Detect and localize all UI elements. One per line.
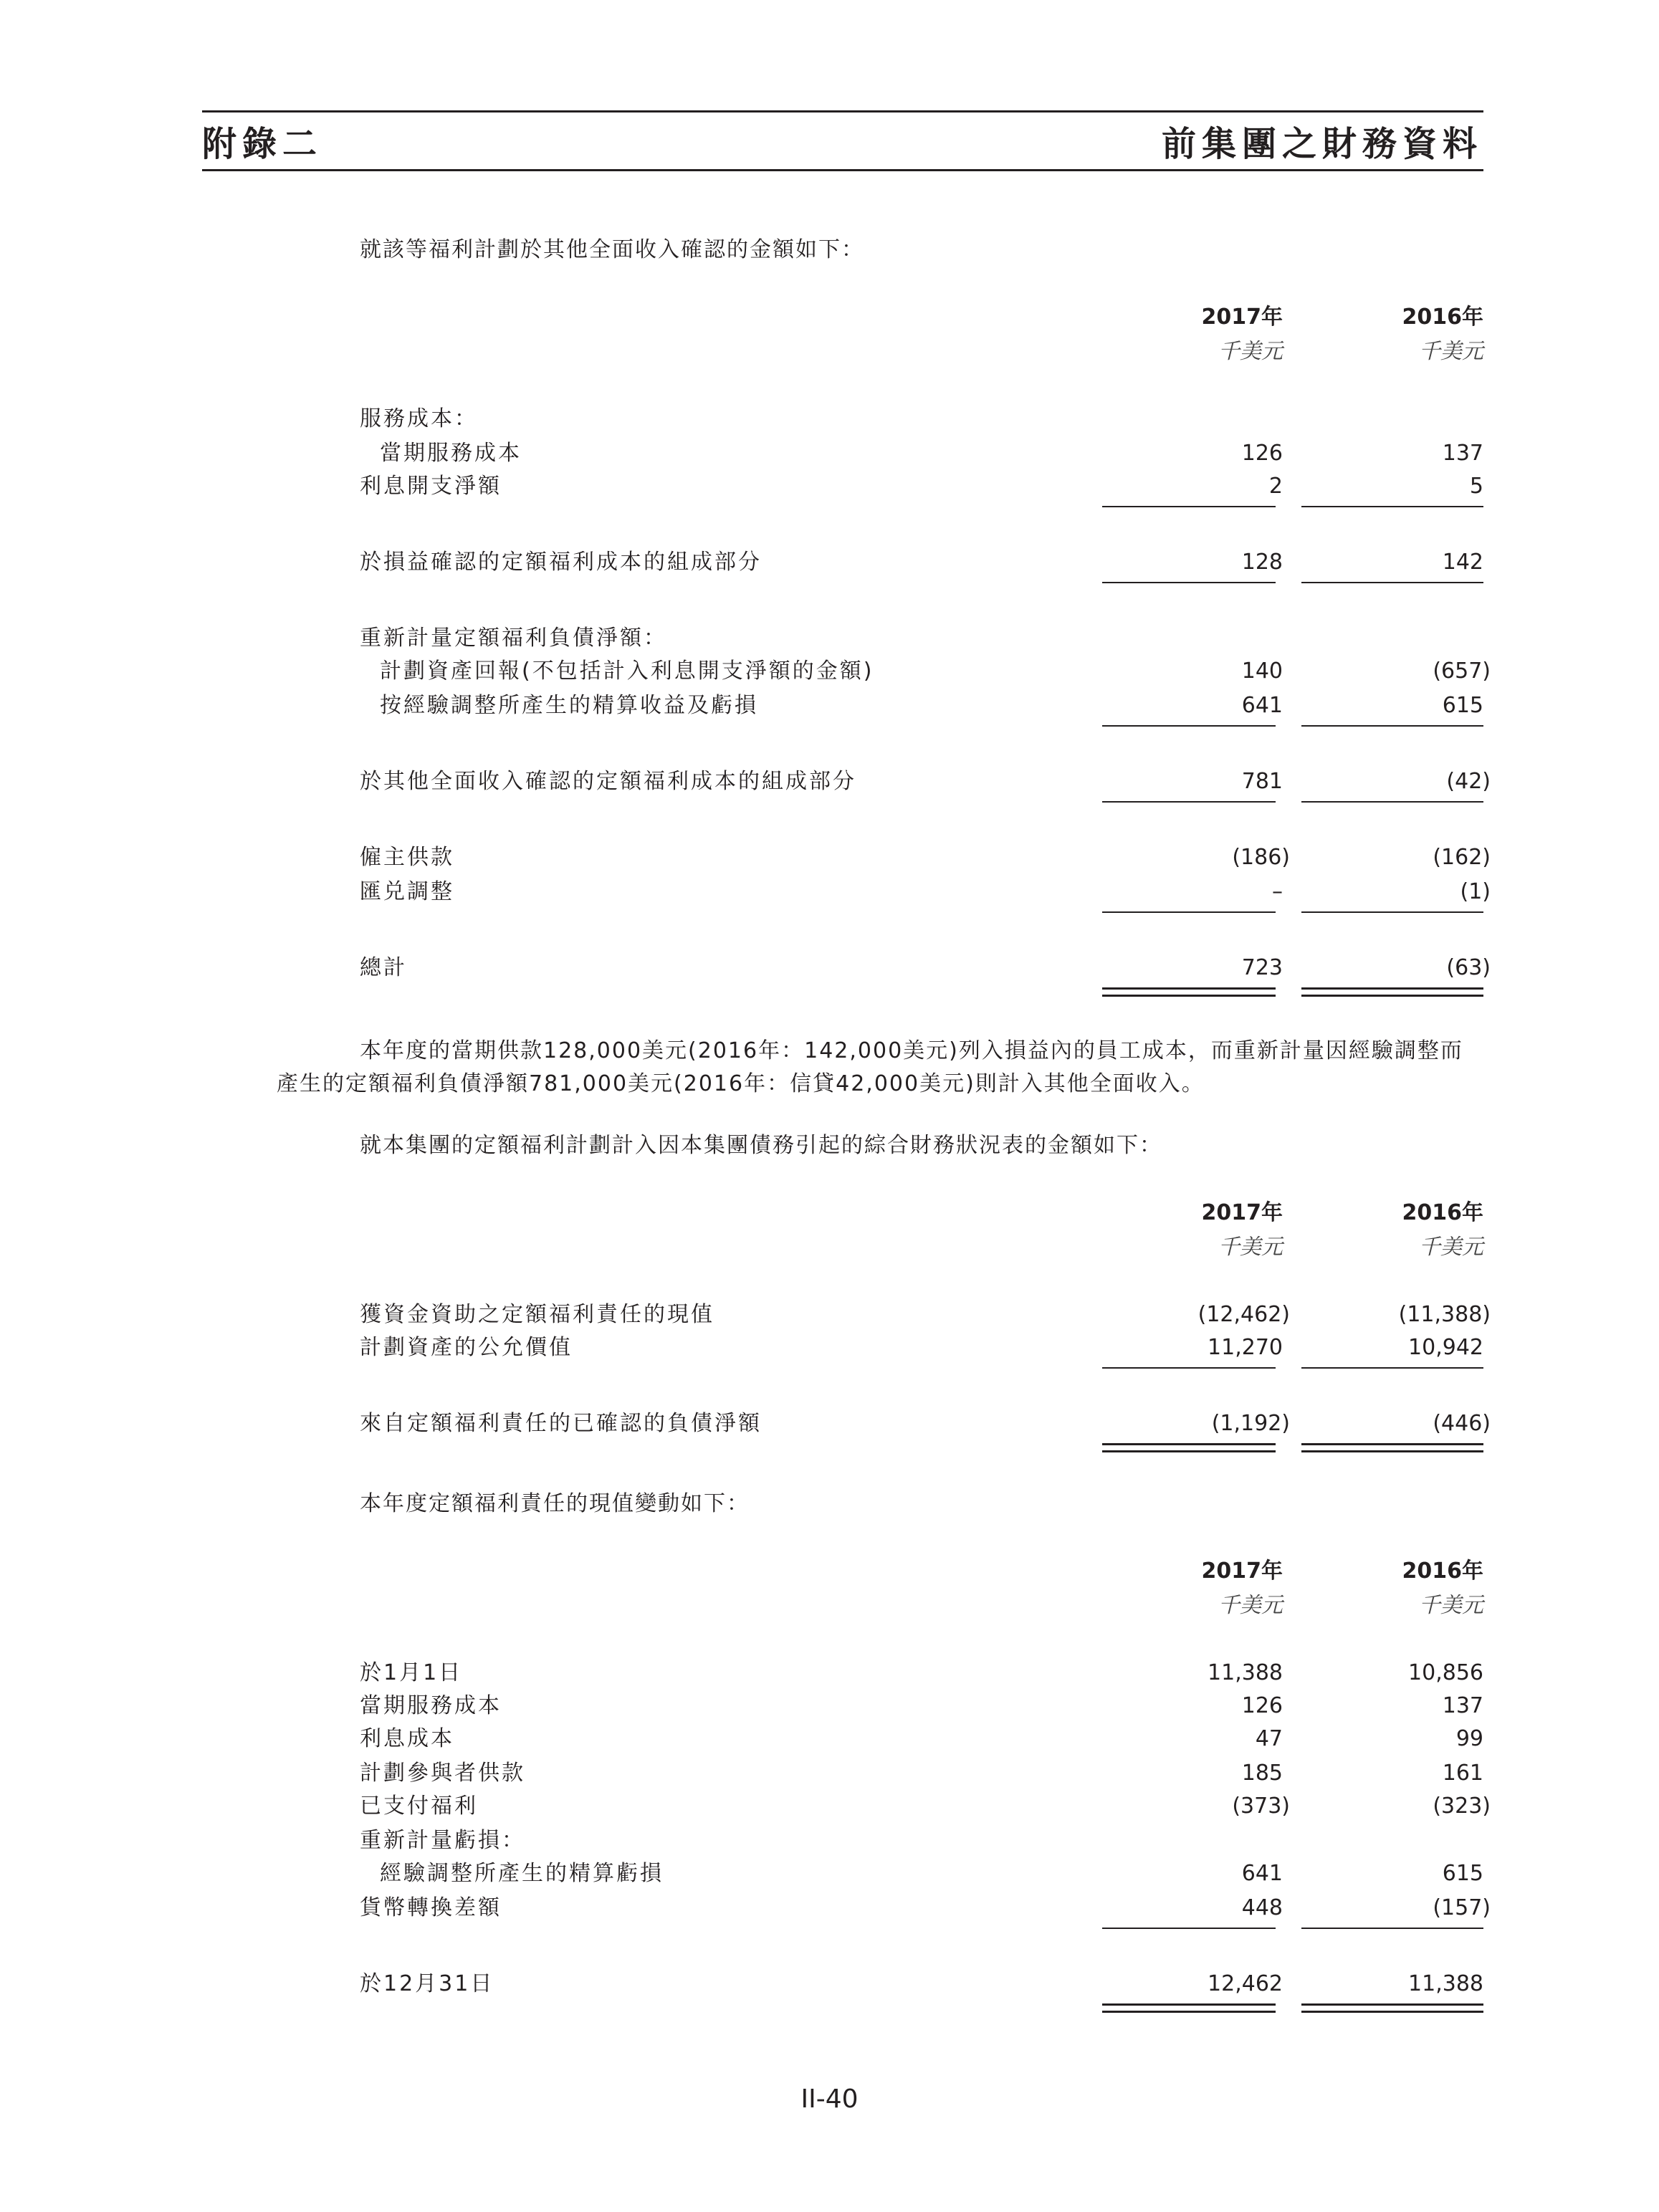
t2-col-2017: 2017年 (1201, 1200, 1283, 1225)
total-double-rule (1102, 987, 1276, 990)
t2-row-value-2017: (12,462) (1197, 1302, 1290, 1327)
t3-col-2016: 2016年 (1402, 1559, 1483, 1584)
t1-row-value-2017: 641 (1241, 693, 1283, 718)
t3-row-value-2016: (157) (1433, 1895, 1491, 1920)
t2-row-label: 計劃資產的公允價值 (360, 1335, 573, 1360)
t3-row-value-2016: 615 (1442, 1861, 1483, 1886)
t1-row-value-2017: 126 (1241, 441, 1283, 466)
t1-row-value-2016: (657) (1433, 659, 1491, 684)
t3-row-value-2017: (373) (1232, 1794, 1290, 1819)
t1-row-value-2017: 2 (1268, 474, 1283, 499)
subtotal-rule (1102, 1367, 1276, 1369)
t3-row-label: 已支付福利 (360, 1794, 478, 1819)
t3-row-label: 貨幣轉換差額 (360, 1895, 502, 1920)
t1-row-value-2017: 128 (1241, 550, 1283, 575)
subtotal-rule (1102, 582, 1276, 583)
t3-row-value-2016: 161 (1442, 1761, 1483, 1786)
t1-col-2016: 2016年 (1402, 305, 1483, 330)
t3-unit-2016: 千美元 (1419, 1593, 1483, 1618)
t3-remeasure-heading: 重新計量虧損： (360, 1828, 525, 1853)
t2-col-2016: 2016年 (1402, 1200, 1483, 1225)
t1-row-label: 於其他全面收入確認的定額福利成本的組成部分 (360, 769, 856, 794)
t3-col-2017: 2017年 (1201, 1559, 1283, 1584)
intro-position-amounts: 就本集團的定額福利計劃計入因本集團債務引起的綜合財務狀況表的金額如下： (360, 1133, 1162, 1158)
subtotal-rule (1301, 725, 1483, 727)
t2-row-value-2016: (446) (1433, 1411, 1491, 1436)
total-double-rule (1301, 2003, 1483, 2006)
t3-row-value-2017: 641 (1241, 1861, 1283, 1886)
total-double-rule (1301, 2011, 1483, 2013)
t1-row-value-2017: 781 (1241, 769, 1283, 794)
subtotal-rule (1301, 911, 1483, 913)
t2-row-value-2016: (11,388) (1398, 1302, 1491, 1327)
intro-obligation-changes: 本年度定額福利責任的現值變動如下： (360, 1491, 750, 1516)
t1-row-label: 按經驗調整所產生的精算收益及虧損 (380, 693, 758, 718)
t2-row-value-2017: 11,270 (1208, 1335, 1283, 1360)
t3-row-value-2017: 185 (1241, 1761, 1283, 1786)
paragraph-line: 產生的定額福利負債淨額781,000美元(2016年：信貸42,000美元)則計入其他全面收入。 (277, 1071, 1205, 1096)
t1-row-label: 計劃資產回報(不包括計入利息開支淨額的金額) (380, 659, 874, 684)
total-double-rule (1301, 987, 1483, 990)
t1-row-value-2016: 5 (1469, 474, 1483, 499)
subtotal-rule (1301, 801, 1483, 803)
total-double-rule (1301, 1450, 1483, 1452)
t1-row-value-2016: 142 (1442, 550, 1483, 575)
subtotal-rule (1102, 911, 1276, 913)
subtotal-rule (1301, 506, 1483, 507)
t2-row-label: 獲資金資助之定額福利責任的現值 (360, 1302, 714, 1327)
paragraph-line: 本年度的當期供款128,000美元(2016年：142,000美元)列入損益內的員工成本，而重新計量因經驗調整而 (360, 1038, 1463, 1063)
t2-row-value-2016: 10,942 (1408, 1335, 1483, 1360)
t1-row-label: 於損益確認的定額福利成本的組成部分 (360, 550, 762, 575)
t3-row-label: 經驗調整所產生的精算虧損 (380, 1861, 664, 1886)
t3-row-label: 計劃參與者供款 (360, 1761, 525, 1786)
t3-row-label: 於12月31日 (360, 1971, 494, 1996)
t1-row-value-2017: 140 (1241, 659, 1283, 684)
t1-row-value-2016: (42) (1446, 769, 1491, 794)
total-double-rule (1102, 2003, 1276, 2006)
t1-row-label: 匯兑調整 (360, 879, 454, 904)
t1-row-value-2016: (63) (1446, 955, 1491, 980)
t3-unit-2017: 千美元 (1218, 1593, 1283, 1618)
t3-row-value-2016: 99 (1455, 1726, 1483, 1751)
total-double-rule (1102, 1443, 1276, 1445)
t3-row-value-2016: 11,388 (1408, 1971, 1483, 1996)
t3-row-value-2016: (323) (1433, 1794, 1491, 1819)
total-double-rule (1102, 995, 1276, 997)
t3-row-value-2016: 10,856 (1408, 1660, 1483, 1685)
t1-col-2017: 2017年 (1201, 305, 1283, 330)
t3-row-value-2017: 126 (1241, 1693, 1283, 1718)
t1-row-value-2017: – (1272, 879, 1283, 904)
t1-row-label: 利息開支淨額 (360, 474, 502, 499)
t2-row-value-2017: (1,192) (1211, 1411, 1290, 1436)
total-double-rule (1102, 1450, 1276, 1452)
t1-row-value-2017: 723 (1241, 955, 1283, 980)
t1-row-value-2016: 615 (1442, 693, 1483, 718)
page-number: II-40 (800, 2084, 859, 2114)
t2-unit-2017: 千美元 (1218, 1235, 1283, 1260)
total-double-rule (1301, 995, 1483, 997)
t1-row-label: 當期服務成本 (380, 441, 522, 466)
t3-row-label: 當期服務成本 (360, 1693, 502, 1718)
t1-row-value-2016: 137 (1442, 441, 1483, 466)
t3-row-value-2017: 12,462 (1208, 1971, 1283, 1996)
subtotal-rule (1102, 725, 1276, 727)
t1-row-value-2016: (162) (1433, 845, 1491, 870)
total-double-rule (1301, 1443, 1483, 1445)
t1-row-label: 僱主供款 (360, 845, 454, 870)
subtotal-rule (1301, 582, 1483, 583)
t1-row-value-2016: (1) (1460, 879, 1491, 904)
t3-row-value-2017: 47 (1255, 1726, 1283, 1751)
t2-unit-2016: 千美元 (1419, 1235, 1483, 1260)
t1-service-cost-heading: 服務成本： (360, 406, 478, 431)
subtotal-rule (1102, 1928, 1276, 1929)
t1-remeasure-heading: 重新計量定額福利負債淨額： (360, 626, 667, 651)
header-bottom-rule (202, 169, 1483, 171)
subtotal-rule (1102, 801, 1276, 803)
t3-row-value-2017: 11,388 (1208, 1660, 1283, 1685)
t1-row-value-2017: (186) (1232, 845, 1290, 870)
header-appendix-label: 附錄二 (202, 124, 323, 164)
total-double-rule (1102, 2011, 1276, 2013)
header-top-rule (202, 110, 1483, 112)
t3-row-value-2016: 137 (1442, 1693, 1483, 1718)
header-section-title: 前集團之財務資料 (1161, 124, 1483, 164)
intro-oci-amounts: 就該等福利計劃於其他全面收入確認的金額如下： (360, 237, 864, 262)
t3-row-label: 於1月1日 (360, 1660, 463, 1685)
subtotal-rule (1301, 1367, 1483, 1369)
subtotal-rule (1301, 1928, 1483, 1929)
subtotal-rule (1102, 506, 1276, 507)
t1-unit-2016: 千美元 (1419, 339, 1483, 364)
t2-row-label: 來自定額福利責任的已確認的負債淨額 (360, 1411, 762, 1436)
t3-row-label: 利息成本 (360, 1726, 454, 1751)
t1-unit-2017: 千美元 (1218, 339, 1283, 364)
t3-row-value-2017: 448 (1241, 1895, 1283, 1920)
t1-row-label: 總計 (360, 955, 407, 980)
